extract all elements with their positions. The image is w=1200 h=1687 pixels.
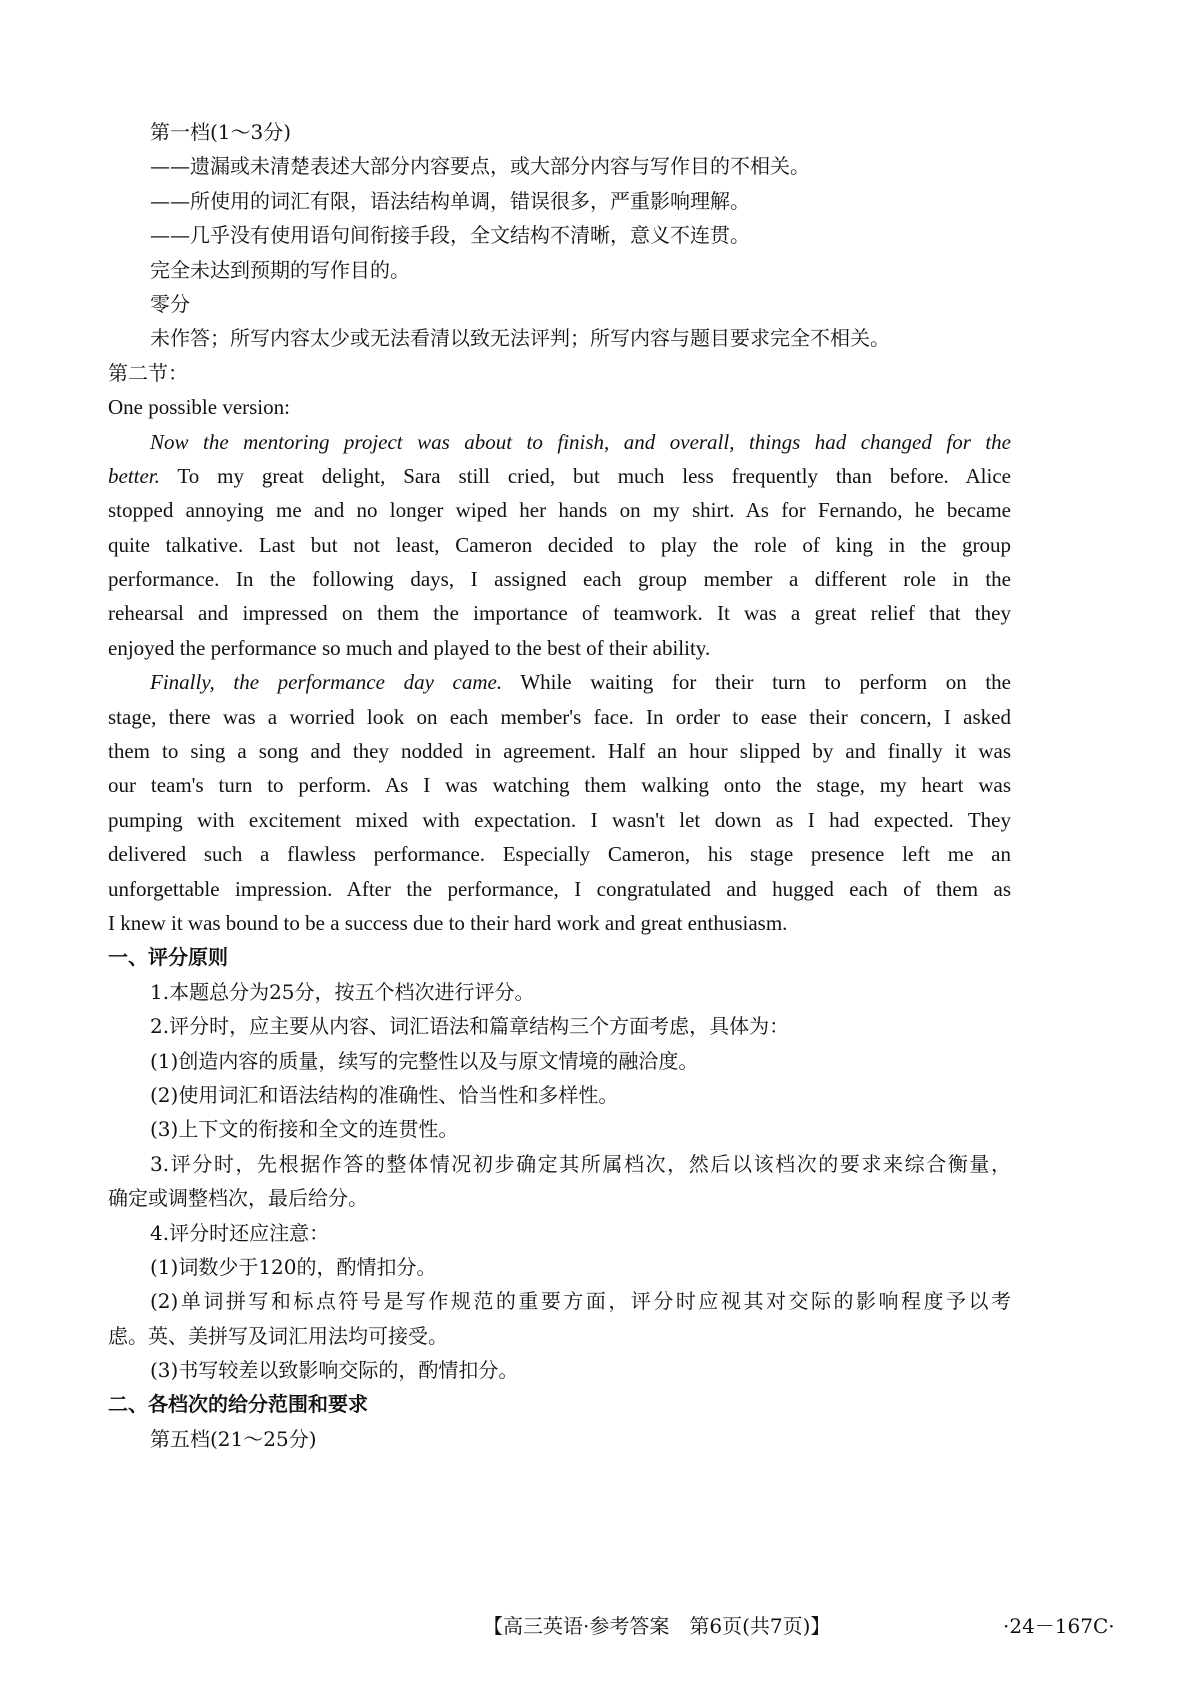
principle-subitem: (3)书写较差以致影响交际的，酌情扣分。 <box>150 1358 519 1383</box>
answer-key-page <box>108 115 1011 1456</box>
grade1-title: 第一档(1～3分) <box>150 120 292 144</box>
para2-text: While waiting for their turn to perform on the <box>502 670 1011 695</box>
principle-subitem: (3)上下文的衔接和全文的连贯性。 <box>150 1117 459 1142</box>
para1-line: quite talkative. Last but not least, Cameron decided to play the role of king in the group <box>108 532 1011 557</box>
zero-title: 零分 <box>150 291 190 316</box>
grade1-point: ——所使用的词汇有限，语法结构单调，错误很多，严重影响理解。 <box>150 188 750 213</box>
grade5-title: 第五档(21～25分) <box>150 1426 317 1451</box>
para1-lead-end: better. <box>108 463 160 488</box>
para2-line: delivered such a flawless performance. Especially Cameron, his stage presence left me an <box>108 842 1011 867</box>
para2-line: our team's turn to perform. As I was watching them walking onto the stage, my heart was <box>108 773 1011 798</box>
section2-title: 第二节： <box>108 360 188 385</box>
principle-subitem: (2)单词拼写和标点符号是写作规范的重要方面，评分时应视其对交际的影响程度予以考 <box>150 1289 1011 1314</box>
para1-line: performance. In the following days, I assigned each group member a different role in the <box>108 567 1011 592</box>
principle-subitem: (2)使用词汇和语法结构的准确性、恰当性和多样性。 <box>150 1082 619 1107</box>
footer-page-info: 【高三英语·参考答案 第6页(共7页)】 <box>483 1614 831 1638</box>
para2-line: pumping with excitement mixed with expectation. I wasn't let down as I had expected. They <box>108 807 1011 832</box>
principles-heading: 一、评分原则 <box>108 945 228 970</box>
para1-line: enjoyed the performance so much and played to the best of their ability. <box>108 635 711 660</box>
footer-code: ·24－167C· <box>1003 1614 1115 1638</box>
principle-item: 3.评分时，先根据作答的整体情况初步确定其所属档次，然后以该档次的要求来综合衡量， <box>150 1151 1011 1176</box>
principle-item-cont: 确定或调整档次，最后给分。 <box>108 1186 368 1211</box>
zero-text: 未作答；所写内容太少或无法看清以致无法评判；所写内容与题目要求完全不相关。 <box>150 326 890 351</box>
principle-subitem: (1)创造内容的质量，续写的完整性以及与原文情境的融洽度。 <box>150 1048 699 1073</box>
para2-line: unforgettable impression. After the performance, I congratulated and hugged each of them as <box>108 876 1011 901</box>
para1-line <box>108 459 1011 493</box>
para1-line: rehearsal and impressed on them the importance of teamwork. It was a great relief that they <box>108 601 1011 626</box>
version-label: One possible version: <box>108 395 290 420</box>
para2-line: stage, there was a worried look on each member's face. In order to ease their concern, I asked <box>108 704 1011 729</box>
para2-line: I knew it was bound to be a success due to their hard work and great enthusiasm. <box>108 910 788 935</box>
para2-line: them to sing a song and they nodded in agreement. Half an hour slipped by and finally it was <box>108 739 1011 764</box>
principle-item: 4.评分时还应注意： <box>150 1220 330 1245</box>
grade1-summary: 完全未达到预期的写作目的。 <box>150 257 410 282</box>
para2-line <box>108 665 1011 699</box>
para1-lead: Now the mentoring project was about to finish, and overall, things had changed for the <box>150 429 1011 454</box>
principle-subitem: (1)词数少于120的，酌情扣分。 <box>150 1254 437 1279</box>
principle-item: 1.本题总分为25分，按五个档次进行评分。 <box>150 979 535 1004</box>
para2-lead: Finally, the performance day came. <box>150 670 503 695</box>
ranges-heading: 二、各档次的给分范围和要求 <box>108 1392 368 1417</box>
principle-item: 2.评分时，应主要从内容、词汇语法和篇章结构三个方面考虑，具体为： <box>150 1014 790 1039</box>
para1-line: stopped annoying me and no longer wiped her hands on my shirt. As for Fernando, he became <box>108 498 1011 523</box>
principle-subitem-cont: 虑。英、美拼写及词汇用法均可接受。 <box>108 1323 448 1348</box>
grade1-point: ——几乎没有使用语句间衔接手段，全文结构不清晰，意义不连贯。 <box>150 223 750 248</box>
grade1-point: ——遗漏或未清楚表述大部分内容要点，或大部分内容与写作目的不相关。 <box>150 154 810 179</box>
para1-text: To my great delight, Sara still cried, but much less frequently than before. Alice <box>159 463 1011 488</box>
